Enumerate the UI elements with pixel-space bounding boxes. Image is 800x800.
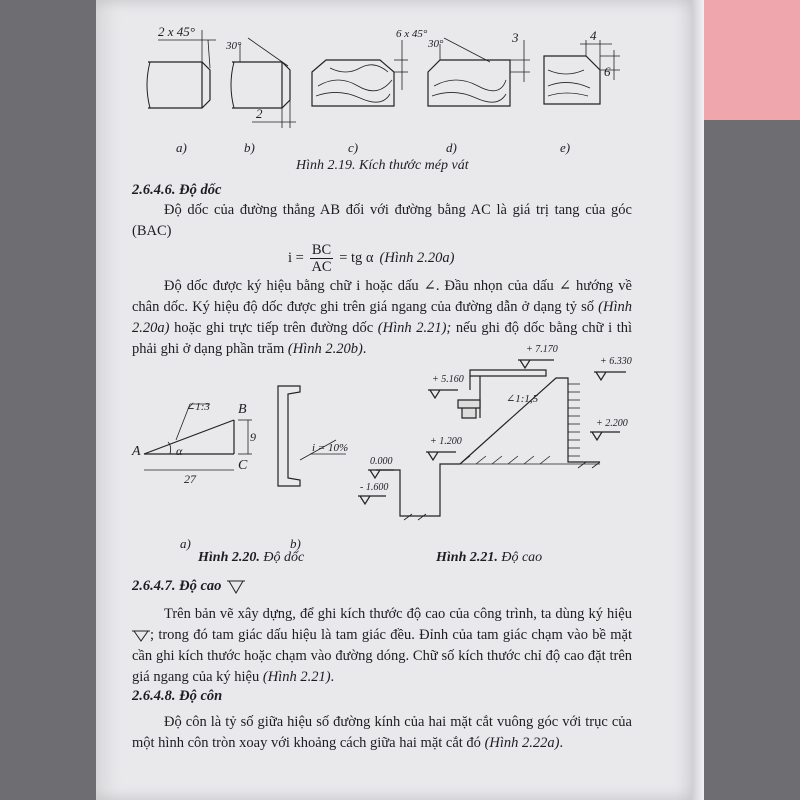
para-elevation-ref: (Hình 2.21) <box>262 669 331 685</box>
dim-a: 2 x 45° <box>158 24 195 39</box>
formula-lhs: i = <box>288 250 304 266</box>
para2-ref2: (Hình 2.21); <box>377 320 452 336</box>
fig220-label-a: a) <box>180 536 191 551</box>
para-elevation <box>132 604 632 688</box>
level-0000: 0.000 <box>370 456 393 467</box>
level-5160: + 5.160 <box>432 374 464 385</box>
para-taper <box>132 712 632 754</box>
fig220-caption-bold: Hình 2.20. <box>198 550 260 565</box>
slope-label: ∠1:3 <box>186 401 210 413</box>
fig219-label-b: b) <box>244 140 255 155</box>
figure-2-19-caption: Hình 2.19. Kích thước mép vát <box>296 158 469 173</box>
point-c: C <box>238 458 248 473</box>
figure-2-21-caption <box>436 550 542 566</box>
slope-1-1-5: ∠1:1,5 <box>506 393 539 405</box>
para2-part-c: nếu ghi độ dốc bằng chữ i thì phải ghi ở dạng phần trăm <box>132 320 632 357</box>
height-value: 9 <box>250 430 256 444</box>
i-label: i = 10% <box>312 442 349 454</box>
fig219-label-c: c) <box>348 140 359 155</box>
para2-part-d: . <box>362 341 367 357</box>
heading-2-6-4-7 <box>132 578 245 595</box>
base-length: 27 <box>184 472 196 486</box>
fig219-label-d: d) <box>446 140 457 155</box>
para-taper-a: Độ côn là tỷ số giữa hiệu số đường kính của hai mặt cắt vuông góc với trục của một hình côn tròn xoay với khoảng cách giữa hai mặt cắt đó <box>132 714 632 751</box>
fig220-label-b: b) <box>290 536 301 551</box>
elevation-symbol-inline-icon <box>132 629 150 643</box>
para2-part-a: Độ dốc được ký hiệu bằng chữ i hoặc dấu ∠. Đầu nhọn của dấu ∠ hướng về chân dốc. Ký hiệu độ dốc được ghi trên giá ngang của đường dẫn ở dạng tỷ số <box>132 278 632 315</box>
point-b: B <box>238 402 247 417</box>
dim-d-len: 3 <box>512 30 519 45</box>
para2-ref1: (Hình 2.20a) <box>132 299 632 336</box>
dim-e-side: 6 <box>604 64 611 79</box>
heading-2-6-4-7-text: 2.6.4.7. Độ cao <box>132 578 222 594</box>
formula-ref: (Hình 2.20a) <box>379 250 455 266</box>
dim-e-top: 4 <box>590 28 597 43</box>
level-2200: + 2.200 <box>596 418 628 429</box>
para2-ref3: (Hình 2.20b) <box>287 341 363 357</box>
heading-2-6-4-8: 2.6.4.8. Độ côn <box>132 688 223 704</box>
level-7170: + 7.170 <box>526 344 558 355</box>
dim-b-len: 2 <box>256 106 263 121</box>
para-taper-ref: (Hình 2.22a) <box>484 735 560 751</box>
dim-d-angle: 30° <box>428 38 444 50</box>
para-slope-definition: Độ dốc của đường thẳng AB đối với đường bằng AC là giá trị tang của góc (BAC) <box>132 202 632 239</box>
para-elevation-end: . <box>330 669 335 685</box>
angle-alpha: α <box>176 444 183 458</box>
fig221-caption-rest: Độ cao <box>497 550 543 565</box>
point-a: A <box>132 444 141 459</box>
fig219-label-a: a) <box>176 140 187 155</box>
para-taper-end: . <box>559 735 564 751</box>
para-elevation-a: Trên bản vẽ xây dựng, để ghi kích thước độ cao của công trình, ta dùng ký hiệu <box>164 606 632 622</box>
fig220-caption-rest: Độ dốc <box>259 550 305 565</box>
fig221-caption-bold: Hình 2.21. <box>436 550 498 565</box>
para2-part-b: hoặc ghi trực tiếp trên đường dốc <box>169 320 378 336</box>
formula-rhs: = tg α <box>339 250 374 266</box>
level-minus-1600: - 1.600 <box>360 482 389 493</box>
formula-numerator: BC <box>311 242 332 258</box>
dim-c: 6 x 45° <box>396 28 428 40</box>
level-6330: + 6.330 <box>600 356 632 367</box>
level-1200: + 1.200 <box>430 436 462 447</box>
heading-2-6-4-6: 2.6.4.6. Độ dốc <box>132 182 222 198</box>
fig219-label-e: e) <box>560 140 571 155</box>
formula-denominator: AC <box>311 259 332 275</box>
para-elevation-b: ; trong đó tam giác dấu hiệu là tam giác đều. Đỉnh của tam giác chạm vào bề mặt cần ghi kích thước hoặc chạm vào đường dóng. Chữ số kích thước chỉ độ cao đặt trên giá ngang của ký hiệu <box>132 627 632 685</box>
elevation-symbol-icon <box>227 579 245 595</box>
dim-b-angle: 30° <box>226 40 242 52</box>
figure-2-20-caption <box>198 550 304 566</box>
